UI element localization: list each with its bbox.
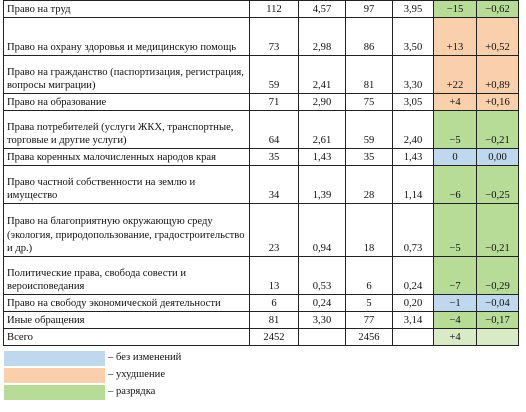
table-row [4, 94, 519, 111]
cell-change-share: 0,00 [477, 149, 519, 166]
cell-change-count: −5 [434, 204, 477, 257]
cell-change-count: +4 [434, 329, 477, 346]
cell-count-curr: 86 [346, 18, 393, 56]
cell-category: Право на свободу экономической деятельности [4, 295, 250, 312]
legend-swatch-worse [4, 368, 105, 383]
table-row [4, 257, 519, 295]
cell-share-curr [393, 329, 434, 346]
cell-change-share: +0,16 [477, 94, 519, 111]
table-row [4, 56, 519, 94]
cell-count-curr: 5 [346, 295, 393, 312]
cell-share-prev: 0,24 [299, 295, 346, 312]
cell-share-curr: 3,95 [393, 1, 434, 18]
cell-category: Право на благоприятную окружающую среду (экология, природопользование, градостроительство и др.) [4, 204, 250, 257]
cell-category: Право на труд [4, 1, 250, 18]
statistics-table [3, 0, 519, 346]
cell-share-prev: 1,43 [299, 149, 346, 166]
legend-label: – разрядка [108, 386, 156, 397]
cell-change-count: −5 [434, 111, 477, 149]
table-row [4, 166, 519, 204]
table-row-total [4, 329, 519, 346]
legend-label: – ухудшение [108, 369, 166, 380]
cell-change-count: +22 [434, 56, 477, 94]
cell-category: Право на гражданство (паспортизация, регистрация, вопросы миграции) [4, 56, 250, 94]
cell-change-share: −0,62 [477, 1, 519, 18]
cell-count-curr: 28 [346, 166, 393, 204]
table-row [4, 1, 519, 18]
cell-category: Право частной собственности на землю и имущество [4, 166, 250, 204]
cell-share-prev: 2,41 [299, 56, 346, 94]
cell-count-prev: 23 [250, 204, 299, 257]
cell-count-prev: 13 [250, 257, 299, 295]
cell-share-curr: 3,50 [393, 18, 434, 56]
cell-count-curr: 97 [346, 1, 393, 18]
cell-category: Право на образование [4, 94, 250, 111]
legend-label: – без изменений [108, 352, 182, 363]
cell-count-prev: 35 [250, 149, 299, 166]
cell-category: Всего [4, 329, 250, 346]
cell-change-count: −4 [434, 312, 477, 329]
cell-share-prev: 3,30 [299, 312, 346, 329]
table-row [4, 295, 519, 312]
cell-share-curr: 3,05 [393, 94, 434, 111]
cell-count-curr: 35 [346, 149, 393, 166]
cell-count-prev: 73 [250, 18, 299, 56]
cell-change-share [477, 329, 519, 346]
cell-count-prev: 59 [250, 56, 299, 94]
cell-share-prev: 4,57 [299, 1, 346, 18]
table-row [4, 149, 519, 166]
cell-count-prev: 6 [250, 295, 299, 312]
cell-change-count: −7 [434, 257, 477, 295]
cell-share-curr: 2,40 [393, 111, 434, 149]
cell-change-share: −0,29 [477, 257, 519, 295]
table-row [4, 204, 519, 257]
cell-count-curr: 81 [346, 56, 393, 94]
cell-change-share: −0,17 [477, 312, 519, 329]
cell-change-count: −1 [434, 295, 477, 312]
cell-share-prev: 1,39 [299, 166, 346, 204]
cell-share-prev: 0,94 [299, 204, 346, 257]
cell-share-prev: 2,98 [299, 18, 346, 56]
cell-change-count: −15 [434, 1, 477, 18]
cell-change-count: +13 [434, 18, 477, 56]
cell-category: Права коренных малочисленных народов края [4, 149, 250, 166]
cell-count-curr: 77 [346, 312, 393, 329]
cell-share-curr: 0,73 [393, 204, 434, 257]
cell-change-count: +4 [434, 94, 477, 111]
legend-swatch-no-change [4, 351, 105, 366]
cell-category: Право на охрану здоровья и медицинскую помощь [4, 18, 250, 56]
table-body [4, 1, 519, 346]
cell-change-share: −0,21 [477, 111, 519, 149]
cell-count-prev: 64 [250, 111, 299, 149]
cell-count-curr: 18 [346, 204, 393, 257]
cell-share-prev [299, 329, 346, 346]
cell-share-curr: 3,14 [393, 312, 434, 329]
table-row [4, 18, 519, 56]
cell-share-prev: 0,53 [299, 257, 346, 295]
cell-change-share: −0,04 [477, 295, 519, 312]
cell-count-curr: 75 [346, 94, 393, 111]
cell-count-curr: 2456 [346, 329, 393, 346]
table-row [4, 312, 519, 329]
cell-change-share: −0,21 [477, 204, 519, 257]
cell-category: Политические права, свобода совести и вероисповедания [4, 257, 250, 295]
cell-change-share: −0,25 [477, 166, 519, 204]
cell-category: Иные обращения [4, 312, 250, 329]
cell-count-prev: 112 [250, 1, 299, 18]
cell-count-curr: 59 [346, 111, 393, 149]
cell-change-share: +0,52 [477, 18, 519, 56]
cell-count-prev: 34 [250, 166, 299, 204]
cell-change-count: 0 [434, 149, 477, 166]
cell-category: Права потребителей (услуги ЖКХ, транспортные, торговые и другие услуги) [4, 111, 250, 149]
cell-share-prev: 2,90 [299, 94, 346, 111]
cell-share-curr: 3,30 [393, 56, 434, 94]
table-row [4, 111, 519, 149]
cell-share-curr: 0,20 [393, 295, 434, 312]
legend-swatch-relief [4, 385, 105, 400]
cell-change-count: −6 [434, 166, 477, 204]
cell-count-curr: 6 [346, 257, 393, 295]
cell-share-prev: 2,61 [299, 111, 346, 149]
cell-share-curr: 0,24 [393, 257, 434, 295]
cell-change-share: +0,89 [477, 56, 519, 94]
cell-share-curr: 1,43 [393, 149, 434, 166]
cell-share-curr: 1,14 [393, 166, 434, 204]
cell-count-prev: 2452 [250, 329, 299, 346]
cell-count-prev: 81 [250, 312, 299, 329]
cell-count-prev: 71 [250, 94, 299, 111]
